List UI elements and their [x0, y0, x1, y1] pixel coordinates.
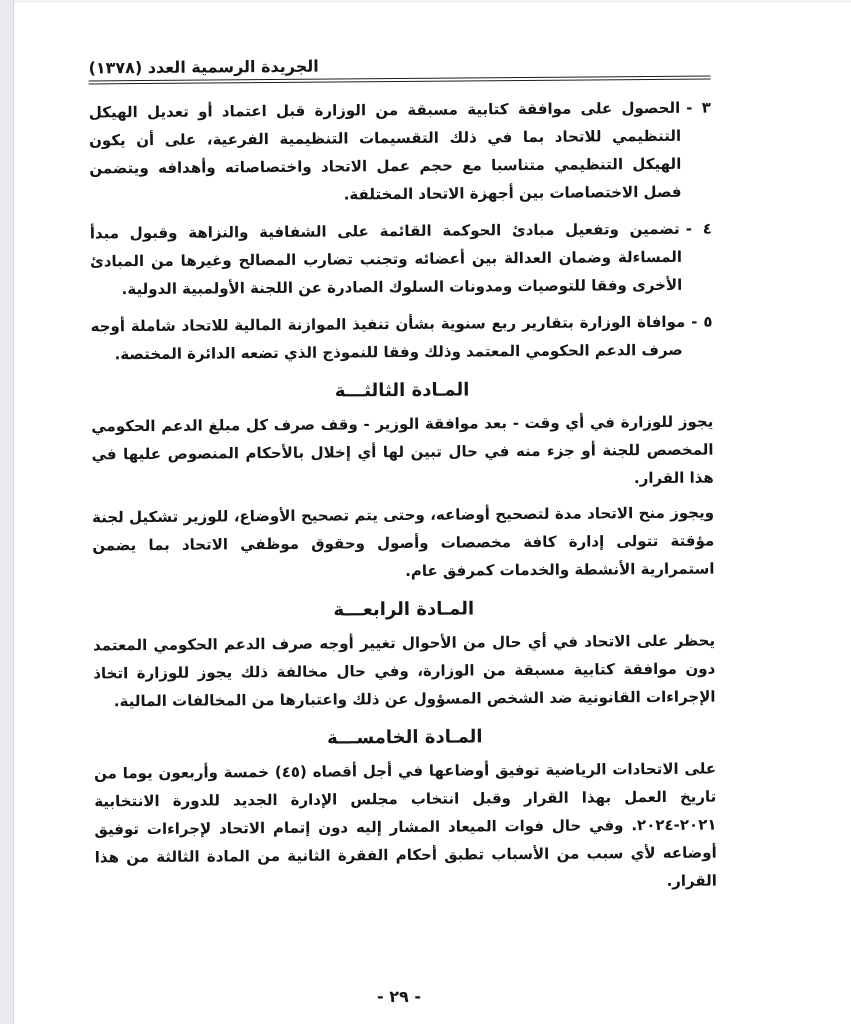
article-heading: المـادة الثالثـــة [334, 379, 470, 402]
clause-number: ٤ - [685, 219, 712, 238]
clause-list [89, 94, 713, 369]
gazette-header-title: الجريدة الرسمية العدد (١٣٧٨) [88, 56, 319, 78]
article-paragraph: يحظر على الاتحاد في أي حال من الأحوال تغيير أوجه صرف الدعم الحكومي المعتمد دون موافقة كتابية مسبقة من الوزارة، وفي حال مخالفة ذلك يجوز للوزارة اتخاذ الإجراءات القانونية ضد الشخص المسؤول عن ذلك واعتبارها من المخالفات المالية. [92, 631, 716, 711]
clause-text: موافاة الوزارة بتقارير ربع سنوية بشأن تنفيذ الموازنة المالية للاتحاد شاملة أوجه صرف الدعم الحكومي المعتمد وذلك وفقا للنموذج الذي تضعه الدائرة المختصة. [90, 312, 686, 364]
article-paragraph: على الاتحادات الرياضية توفيق أوضاعها في أجل أقصاه (٤٥) خمسة وأربعون يوما من تاريخ العمل بهذا القرار وقبل انتخاب مجلس الإدارة الجديد للدورة الانتخابية ٢٠٢١-٢٠٢٤. وفي حال فوات الميعاد المشار إليه دون إتمام الاتحاد لإجراءات توفيق أوضاعه لأي سبب من الأسباب تطبق أحكام الفقرة الثانية من المادة الثالثة من هذا القرار. [93, 759, 717, 890]
article-paragraph: يجوز للوزارة في أي وقت - بعد موافقة الوزير - وقف صرف كل مبلغ الدعم الحكومي المخصص للجنة أو جزء منه في حال تبين لها أي إخلال بالأحكام المنصوص عليها في هذا القرار. [91, 412, 714, 488]
page-content [88, 0, 717, 906]
article-five [94, 725, 717, 900]
article-four [93, 597, 716, 716]
article-three [91, 378, 715, 588]
clause-text: الحصول على موافقة كتابية مسبقة من الوزارة قبل اعتماد أو تعديل الهيكل التنظيمي للاتحاد بما في ذلك التقسيمات التنظيمية الفرعية، على أن يكون الهيكل التنظيمي متناسبا مع حجم عمل الاتحاد واختصاصاته وأهدافه ويتضمن فصل الاختصاصات بين أجهزة الاتحاد المختلفة. [88, 98, 682, 204]
header-rule [89, 76, 711, 85]
clause-item-4 [90, 215, 713, 304]
clause-item-3 [89, 94, 712, 211]
page-left-edge [0, 0, 14, 1024]
article-heading: المـادة الخامســـة [326, 726, 483, 749]
clause-item-5 [90, 308, 712, 369]
page-number: - ٢٩ - [377, 987, 421, 1006]
article-paragraph: ويجوز منح الاتحاد مدة لتصحيح أوضاعه، وحتى يتم تصحيح الأوضاع، للوزير تشكيل لجنة مؤقتة تتولى إدارة كافة مخصصات وأصول وحقوق موظفي الاتحاد بما يضمن استمرارية الأنشطة والخدمات كمرفق عام. [91, 503, 715, 580]
clause-number: ٣ - [686, 98, 711, 117]
article-heading: المـادة الرابعـــة [333, 598, 475, 621]
clause-number: ٥ - [691, 312, 713, 331]
clause-text: تضمين وتفعيل مبادئ الحوكمة القائمة على الشفافية والنزاهة وقبول مبدأ المساءلة وضمان العدالة بين أعضائه وتجنب تضارب المصالح وغيرها من المبادئ الأخرى وفقا للتوصيات ومدونات السلوك الصادرة عن اللجنة الأولمبية الدولية. [89, 219, 683, 299]
